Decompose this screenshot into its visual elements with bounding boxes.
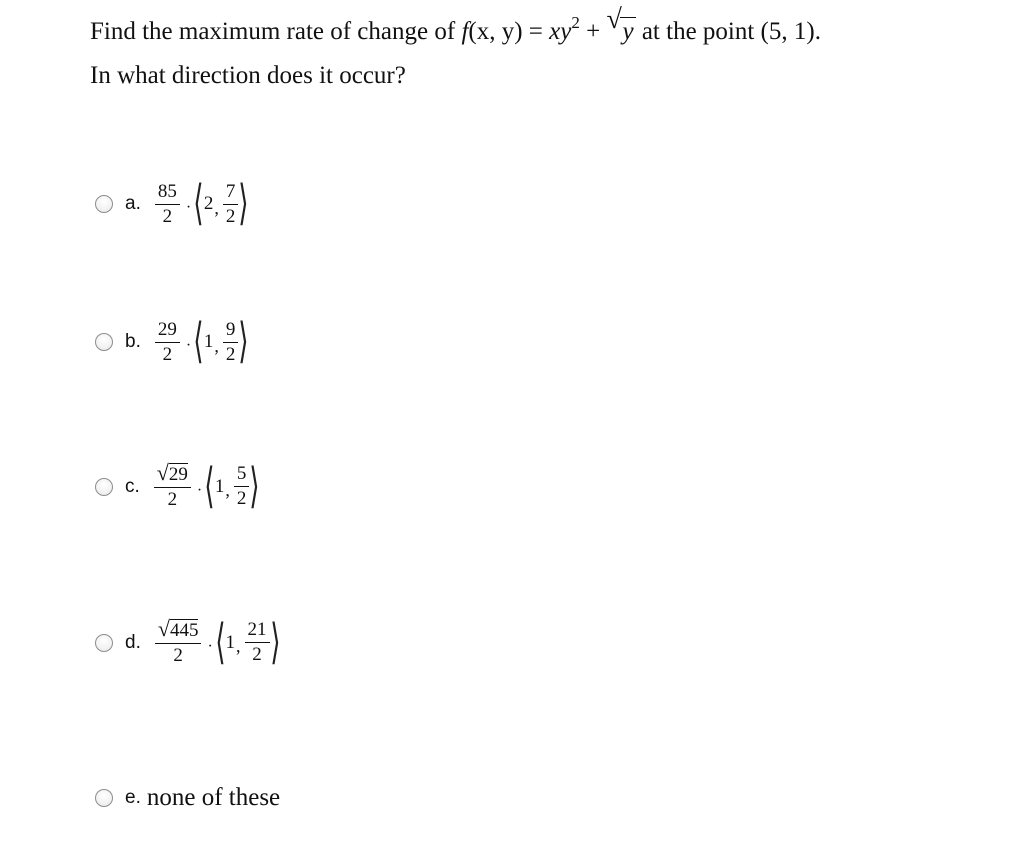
option-c-letter: c. [125,475,140,497]
radical-arg: y [622,18,634,45]
radical-arg: 29 [168,464,188,485]
option-a-magnitude [155,181,180,228]
radio-option-d[interactable] [95,634,113,652]
right-angle-bracket: ⟩ [249,459,260,513]
radio-option-a[interactable] [95,195,113,213]
vector-x: 2 [203,193,214,214]
exponent: 2 [571,13,580,32]
question-line-2: In what direction does it occur? [90,62,406,89]
option-e-letter: e. [125,787,141,808]
magnitude-numerator: 29 [155,319,180,343]
option-c-magnitude [154,462,191,511]
vector-y-denominator: 2 [225,343,236,365]
vector-y-numerator: 5 [234,463,250,487]
radical-sign: √ [156,460,169,485]
question-text [90,4,990,98]
left-angle-bracket: ⟨ [204,459,215,513]
option-a[interactable] [95,177,249,230]
function-expression [461,4,635,45]
magnitude-denominator: 2 [173,645,183,666]
vector-comma: , [214,335,219,356]
vector-comma: , [236,636,241,656]
radio-option-b[interactable] [95,333,113,351]
option-b[interactable] [95,315,249,368]
option-b-math [153,315,249,368]
option-a-letter: a. [125,193,141,214]
magnitude-denominator: 2 [162,205,173,227]
radical-sign: √ [606,4,622,35]
magnitude-numerator: 85 [155,181,180,205]
question-suffix: at the point (5, 1). [635,18,821,45]
function-args: (x, y) [468,18,523,45]
vector-x: 1 [214,475,225,497]
left-angle-bracket: ⟨ [193,315,204,368]
option-d[interactable] [95,615,281,669]
radio-option-c[interactable] [95,478,113,496]
dot-separator: · [185,337,192,354]
radical-arg: 445 [169,620,199,641]
option-d-math [153,615,281,669]
left-angle-bracket: ⟨ [193,177,204,230]
magnitude-denominator: 2 [162,343,173,365]
option-c-math [152,459,260,513]
option-d-letter: d. [125,631,141,653]
option-b-magnitude [155,319,180,366]
vector-y [245,619,270,666]
vector-y-denominator: 2 [252,644,262,665]
option-a-math [153,177,249,230]
left-angle-bracket: ⟨ [214,615,226,669]
vector-y-denominator: 2 [225,205,236,227]
vector-y-denominator: 2 [236,488,247,509]
sqrt-numerator [155,618,202,644]
right-angle-bracket: ⟩ [269,615,281,669]
vector-y [223,181,239,228]
vector-comma: , [214,197,219,218]
vector-x: 1 [225,631,235,653]
vector-y-numerator: 9 [223,319,239,343]
option-e[interactable] [95,784,280,812]
question-line-1 [90,4,990,54]
option-c[interactable] [95,459,260,513]
sqrt-y [606,4,635,54]
dot-separator: · [207,637,213,655]
right-angle-bracket: ⟩ [238,177,249,230]
question-prefix: Find the maximum rate of change of [90,18,462,45]
radio-option-e[interactable] [95,789,113,807]
equals-sign: = [522,18,550,45]
vector-y [234,463,250,510]
term-xy: xy [549,18,572,45]
vector-x: 1 [203,331,214,352]
function-name: f [461,18,469,45]
option-b-letter: b. [125,331,141,352]
option-e-text: none of these [146,784,281,811]
magnitude-denominator: 2 [167,489,178,510]
vector-y-numerator: 7 [223,181,239,205]
vector-comma: , [225,480,230,500]
dot-separator: · [196,481,203,499]
option-d-magnitude [155,618,202,667]
vector-y [223,319,239,366]
dot-separator: · [185,199,192,216]
vector-y-numerator: 21 [245,619,270,643]
plus-sign: + [579,18,607,45]
sqrt-numerator [154,462,191,488]
right-angle-bracket: ⟩ [238,315,249,368]
radical-sign: √ [157,616,170,641]
